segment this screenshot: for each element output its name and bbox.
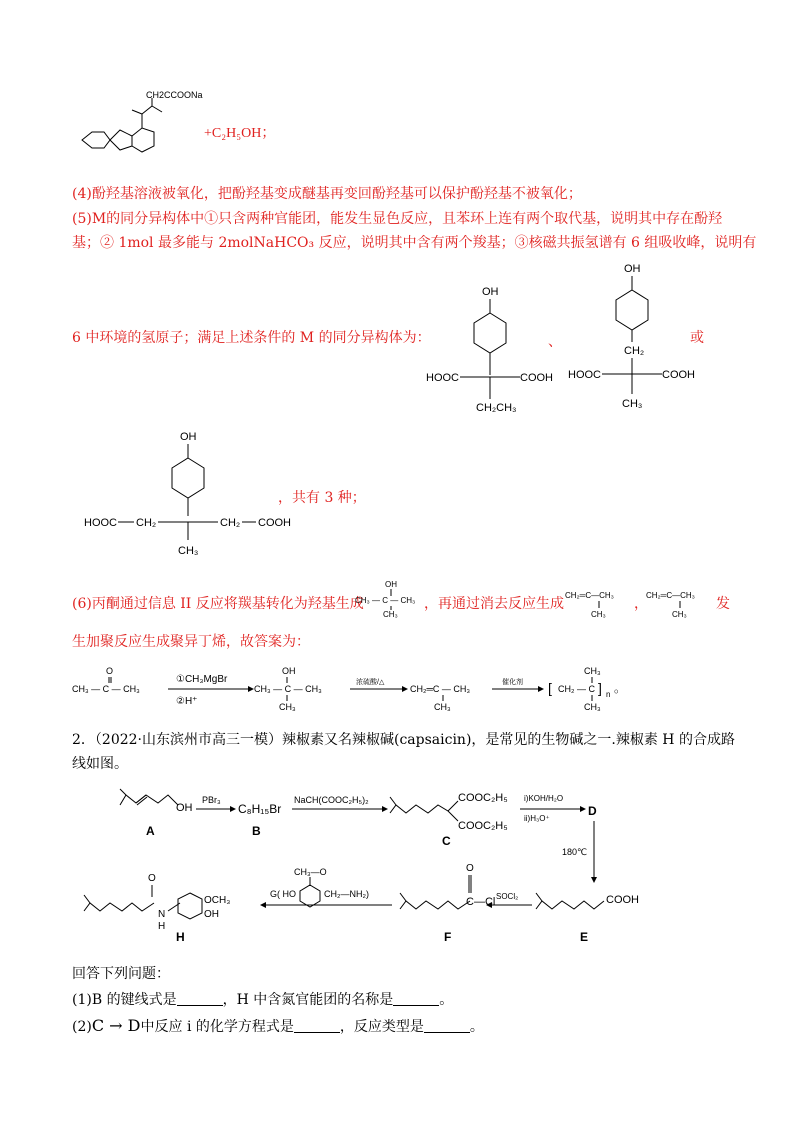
svg-text:CH₂═C—CH₃: CH₂═C—CH₃: [565, 591, 614, 600]
svg-text:CH₃ — C — CH₃: CH₃ — C — CH₃: [254, 684, 322, 694]
svg-text:CH₃: CH₃: [178, 545, 199, 557]
answer-4: (4)酚羟基溶液被氧化，把酚羟基变成醚基再变回酚羟基可以保护酚羟基不被氧化；: [72, 186, 582, 202]
svg-text:OH: OH: [282, 666, 296, 676]
svg-text:HOOC: HOOC: [568, 369, 601, 381]
svg-text:H: H: [176, 930, 185, 944]
svg-text:CH₂: CH₂: [136, 517, 157, 529]
svg-text:COOC₂H₅: COOC₂H₅: [458, 792, 508, 804]
svg-text:OCH₃: OCH₃: [204, 895, 231, 906]
isomer-1-structure: [420, 285, 560, 425]
svg-text:HOOC: HOOC: [84, 517, 117, 529]
svg-text:OH: OH: [482, 286, 499, 298]
svg-text:CH₃—O: CH₃—O: [294, 867, 327, 877]
svg-text:O: O: [466, 863, 474, 874]
answer-6-d: 发: [716, 596, 730, 612]
answer-6-c: ，: [634, 596, 648, 612]
svg-text:CH₂: CH₂: [220, 517, 241, 529]
isomer-3-structure: [80, 430, 300, 560]
svg-text:SOCl₂: SOCl₂: [496, 892, 519, 901]
svg-text:O: O: [106, 666, 114, 676]
polymer-structure: [548, 662, 668, 722]
svg-text:n: n: [606, 690, 611, 699]
svg-text:COOH: COOH: [258, 517, 291, 529]
svg-text:A: A: [146, 824, 155, 838]
svg-text:F: F: [444, 930, 452, 944]
svg-text:CH₃: CH₃: [383, 610, 398, 619]
svg-text:]: ]: [598, 680, 602, 696]
svg-text:CH₂: CH₂: [624, 345, 645, 357]
answer-5-line3: 6 中环境的氢原子；满足上述条件的 M 的同分异构体为：: [72, 330, 431, 346]
svg-text:CH₃ — C — CH₃: CH₃ — C — CH₃: [355, 596, 416, 605]
isobutene-structure-1: [565, 586, 645, 626]
synthesis-route: [80, 785, 720, 955]
svg-text:E: E: [580, 930, 589, 944]
svg-text:COOH: COOH: [520, 372, 553, 384]
question-2-line1: 2．（2022·山东滨州市高三一模）辣椒素又名辣椒碱(capsaicin)，是常见的生物碱之一.辣椒素 H 的合成路: [72, 732, 735, 748]
answer-6-a: (6)丙酮通过信息 II 反应将羰基转化为羟基生成: [72, 596, 364, 612]
answer-5-line2: 基；② 1mol 最多能与 2molNaHCO₃ 反应，说明其中含有两个羧基；③核磁共振氢谱有 6 组吸收峰，说明有: [72, 235, 757, 251]
svg-text:CH₂CH₃: CH₂CH₃: [476, 402, 517, 414]
svg-text:PBr₃: PBr₃: [202, 795, 221, 805]
answer-5-line1: (5)M的同分异构体中①只含两种官能团，能发生显色反应，且苯环上连有两个取代基，说明其中存在酚羟: [72, 211, 723, 227]
svg-text:CH₃: CH₃: [279, 702, 296, 712]
svg-text:ii)H₃O⁺: ii)H₃O⁺: [524, 814, 550, 823]
svg-text:浓硫酸/△: 浓硫酸/△: [356, 679, 385, 686]
svg-text:G( HO: G( HO: [270, 889, 296, 899]
svg-text:OH: OH: [204, 909, 219, 920]
svg-text:NaCH(COOC₂H₅)₂: NaCH(COOC₂H₅)₂: [294, 795, 369, 805]
svg-text:催化剂: 催化剂: [502, 679, 523, 686]
svg-text:CH₃: CH₃: [584, 702, 601, 712]
svg-text:。: 。: [614, 681, 627, 695]
svg-text:C—Cl: C—Cl: [466, 896, 496, 908]
isomer-separator: 、: [548, 334, 562, 350]
svg-text:CH₃: CH₃: [591, 610, 606, 619]
polyisobutene-scheme: [72, 662, 572, 722]
svg-text:CH₂═C—CH₃: CH₂═C—CH₃: [646, 591, 695, 600]
svg-text:CH₃: CH₃: [434, 702, 451, 712]
answer-blank[interactable]: [177, 991, 223, 1006]
answer-blank[interactable]: [424, 1018, 470, 1033]
svg-text:HOOC: HOOC: [426, 372, 459, 384]
svg-text:CH₂═C — CH₃: CH₂═C — CH₃: [410, 684, 471, 694]
svg-text:i)KOH/H₂O: i)KOH/H₂O: [524, 794, 564, 803]
answer-blank[interactable]: [294, 1018, 340, 1033]
svg-text:H: H: [158, 921, 166, 932]
svg-text:CH₂—NH₂): CH₂—NH₂): [324, 889, 369, 899]
isomer-2-structure: [562, 262, 702, 412]
answer-6-b: ，再通过消去反应生成: [424, 596, 564, 612]
svg-text:COOH: COOH: [662, 369, 695, 381]
svg-text:COOC₂H₅: COOC₂H₅: [458, 820, 508, 832]
svg-text:CH₃: CH₃: [622, 398, 643, 410]
svg-text:D: D: [588, 804, 597, 818]
question-1: (1)B 的键线式是 ，H 中含氮官能团的名称是 。: [72, 992, 454, 1008]
svg-text:CH₃ — C — CH₃: CH₃ — C — CH₃: [72, 684, 140, 694]
svg-text:N: N: [158, 909, 166, 920]
answer-6-line2: 生加聚反应生成聚异丁烯，故答案为：: [72, 634, 310, 650]
prompt: 回答下列问题：: [72, 966, 170, 982]
svg-text:CH₂ — C: CH₂ — C: [558, 684, 595, 694]
svg-text:CH₃: CH₃: [672, 610, 687, 619]
top-tail-text: +C₂H₅OH；: [204, 126, 276, 141]
svg-text:OH: OH: [176, 802, 193, 814]
answer-blank[interactable]: [393, 991, 439, 1006]
count-text: ，共有 3 种；: [278, 490, 366, 506]
svg-text:C₈H₁₅Br: C₈H₁₅Br: [238, 802, 282, 816]
svg-text:COOH: COOH: [606, 894, 639, 906]
chain-label: CH2CCOONa: [146, 90, 203, 100]
svg-text:①CH₃MgBr: ①CH₃MgBr: [176, 674, 228, 685]
question-2-line2: 线如图。: [72, 756, 128, 772]
svg-text:OH: OH: [624, 263, 641, 275]
question-2-sub: (2)C → D中反应 i 的化学方程式是 ，反应类型是 。: [72, 1016, 484, 1035]
or-text: 或: [690, 330, 704, 346]
svg-text:C: C: [442, 834, 451, 848]
svg-text:[: [: [548, 680, 552, 696]
svg-text:B: B: [252, 824, 261, 838]
isobutene-structure-2: [646, 586, 726, 626]
svg-text:O: O: [148, 873, 156, 884]
svg-text:CH₃: CH₃: [584, 666, 601, 676]
svg-text:②H⁺: ②H⁺: [176, 696, 198, 707]
svg-text:180℃: 180℃: [562, 847, 588, 857]
svg-text:OH: OH: [385, 580, 397, 589]
svg-text:OH: OH: [180, 431, 197, 443]
